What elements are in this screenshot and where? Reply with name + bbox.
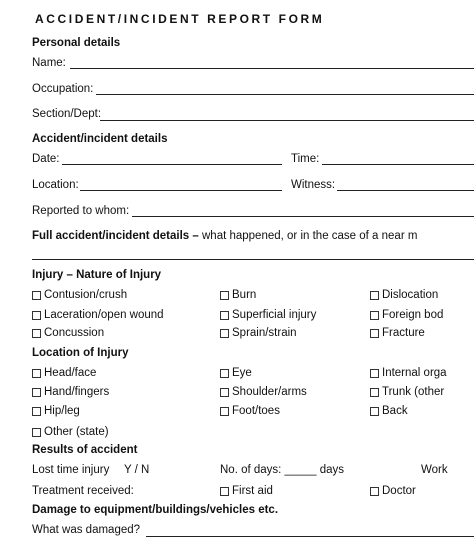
concussion-checkbox[interactable] bbox=[32, 329, 41, 338]
head-face-checkbox[interactable] bbox=[32, 369, 41, 378]
time-label: Time: bbox=[291, 153, 320, 165]
location-field[interactable] bbox=[80, 190, 282, 191]
name-field[interactable] bbox=[70, 68, 474, 69]
days-label: No. of days: _____ days bbox=[220, 464, 345, 476]
name-label: Name: bbox=[32, 57, 66, 69]
reported-to-field[interactable] bbox=[132, 216, 474, 217]
foot-toes-checkbox[interactable] bbox=[220, 407, 229, 416]
occupation-label: Occupation: bbox=[32, 83, 94, 95]
sprain-strain-checkbox[interactable] bbox=[220, 329, 229, 338]
internal-organs-label: Internal orga bbox=[382, 367, 447, 379]
date-label: Date: bbox=[32, 153, 60, 165]
trunk-other-label: Trunk (other bbox=[382, 386, 445, 398]
shoulder-arms-label: Shoulder/arms bbox=[232, 386, 307, 398]
full-details-field[interactable] bbox=[32, 259, 474, 260]
superficial-injury-checkbox[interactable] bbox=[220, 311, 229, 320]
full-details-label bbox=[32, 229, 417, 243]
contusion-checkbox[interactable] bbox=[32, 291, 41, 300]
back-label: Back bbox=[382, 405, 408, 417]
personal-details-heading: Personal details bbox=[32, 37, 121, 49]
full-details-bold-text: Full accident/incident details – bbox=[32, 230, 199, 242]
foreign-body-checkbox[interactable] bbox=[370, 311, 379, 320]
damage-heading: Damage to equipment/buildings/vehicles etc. bbox=[32, 504, 279, 516]
section-dept-field[interactable] bbox=[100, 120, 474, 121]
head-face-label: Head/face bbox=[44, 367, 97, 379]
form-title: ACCIDENT/INCIDENT REPORT FORM bbox=[35, 12, 325, 26]
hip-leg-checkbox[interactable] bbox=[32, 407, 41, 416]
foot-toes-label: Foot/toes bbox=[232, 405, 280, 417]
lost-time-yn[interactable]: Y / N bbox=[124, 464, 150, 476]
date-field[interactable] bbox=[62, 164, 282, 165]
section-dept-label: Section/Dept: bbox=[32, 108, 102, 120]
fracture-label: Fracture bbox=[382, 327, 425, 339]
back-checkbox[interactable] bbox=[370, 407, 379, 416]
lost-time-label: Lost time injury bbox=[32, 464, 110, 476]
foreign-body-label: Foreign bod bbox=[382, 309, 444, 321]
first-aid-label: First aid bbox=[232, 485, 273, 497]
first-aid-checkbox[interactable] bbox=[220, 487, 229, 496]
accident-details-heading: Accident/incident details bbox=[32, 133, 168, 145]
dislocation-checkbox[interactable] bbox=[370, 291, 379, 300]
full-details-rest-text: what happened, or in the case of a near m bbox=[198, 230, 418, 242]
internal-organs-checkbox[interactable] bbox=[370, 369, 379, 378]
witness-field[interactable] bbox=[337, 190, 474, 191]
burn-checkbox[interactable] bbox=[220, 291, 229, 300]
doctor-checkbox[interactable] bbox=[370, 487, 379, 496]
laceration-label: Laceration/open wound bbox=[44, 309, 164, 321]
burn-label: Burn bbox=[232, 289, 257, 301]
sprain-strain-label: Sprain/strain bbox=[232, 327, 297, 339]
doctor-label: Doctor bbox=[382, 485, 416, 497]
work-label: Work bbox=[421, 464, 448, 476]
concussion-label: Concussion bbox=[44, 327, 105, 339]
results-heading: Results of accident bbox=[32, 444, 138, 456]
contusion-label: Contusion/crush bbox=[44, 289, 128, 301]
superficial-injury-label: Superficial injury bbox=[232, 309, 317, 321]
location-of-injury-heading: Location of Injury bbox=[32, 347, 129, 359]
eye-checkbox[interactable] bbox=[220, 369, 229, 378]
fracture-checkbox[interactable] bbox=[370, 329, 379, 338]
dislocation-label: Dislocation bbox=[382, 289, 439, 301]
hand-fingers-label: Hand/fingers bbox=[44, 386, 110, 398]
eye-label: Eye bbox=[232, 367, 252, 379]
other-state-label: Other (state) bbox=[44, 426, 109, 438]
what-damaged-field[interactable] bbox=[146, 536, 474, 537]
hand-fingers-checkbox[interactable] bbox=[32, 388, 41, 397]
occupation-field[interactable] bbox=[96, 94, 474, 95]
shoulder-arms-checkbox[interactable] bbox=[220, 388, 229, 397]
laceration-checkbox[interactable] bbox=[32, 311, 41, 320]
reported-to-label: Reported to whom: bbox=[32, 205, 130, 217]
hip-leg-label: Hip/leg bbox=[44, 405, 80, 417]
injury-nature-heading: Injury – Nature of Injury bbox=[32, 269, 162, 281]
trunk-other-checkbox[interactable] bbox=[370, 388, 379, 397]
other-state-checkbox[interactable] bbox=[32, 428, 41, 437]
witness-label: Witness: bbox=[291, 179, 336, 191]
what-damaged-label: What was damaged? bbox=[32, 524, 141, 536]
time-field[interactable] bbox=[322, 164, 474, 165]
treatment-label: Treatment received: bbox=[32, 485, 134, 497]
location-label: Location: bbox=[32, 179, 79, 191]
